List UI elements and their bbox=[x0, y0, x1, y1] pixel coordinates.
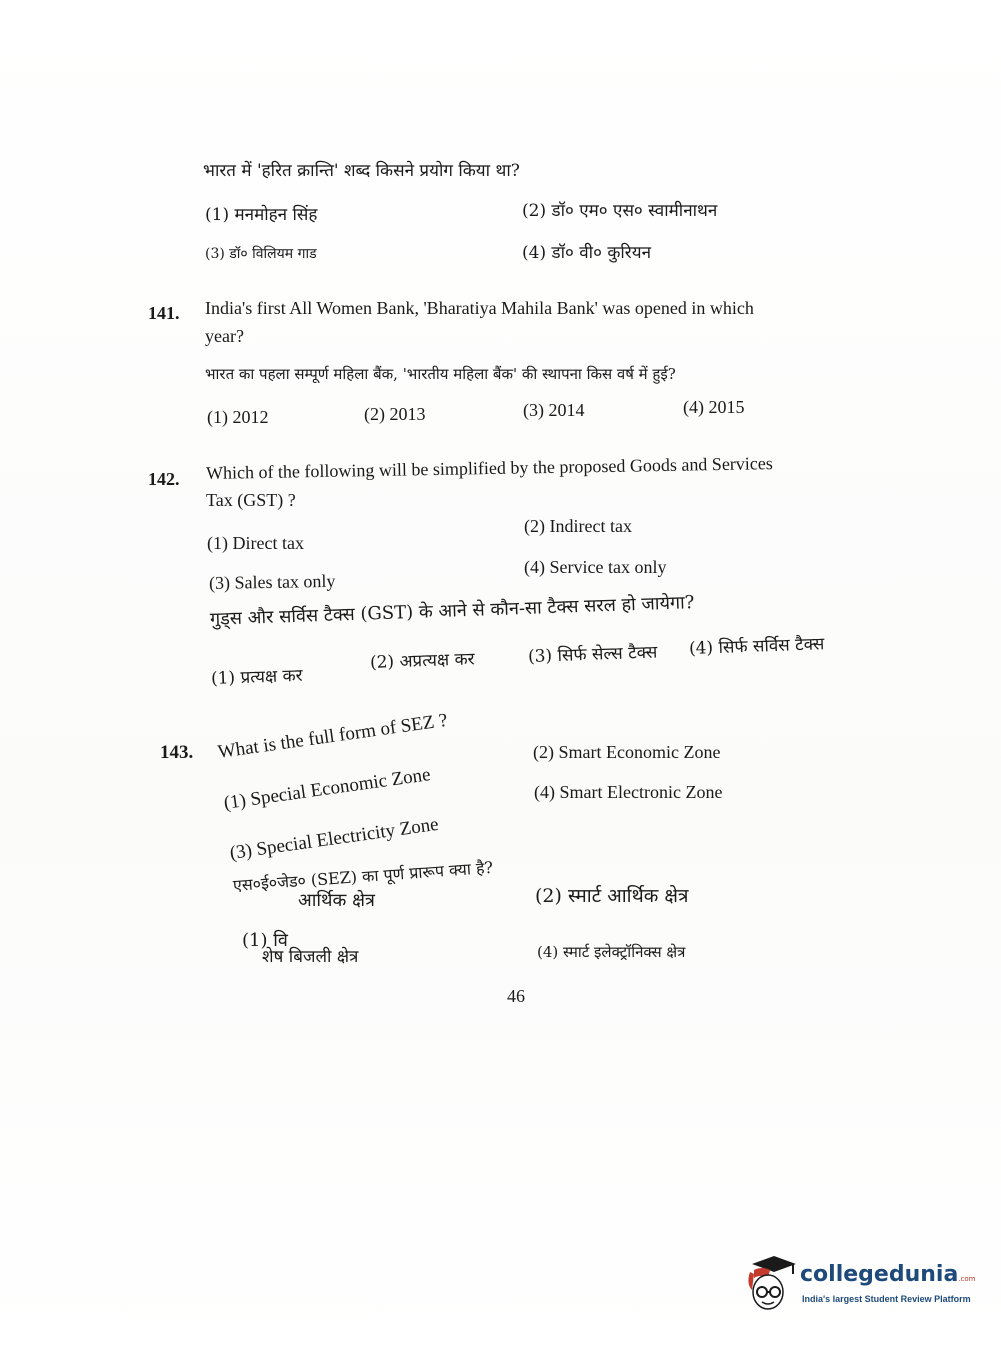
q143-option-2: (2) Smart Economic Zone bbox=[533, 742, 721, 762]
q142-option-1: (1) Direct tax bbox=[207, 533, 304, 553]
page-number: 46 bbox=[507, 986, 525, 1006]
q142-option-4-hi: (4) सिर्फ सर्विस टैक्स bbox=[688, 634, 825, 659]
q140-option-1: (1) मनमोहन सिंह bbox=[205, 205, 318, 225]
q142-option-3: (3) Sales tax only bbox=[208, 570, 336, 593]
q143-option-1-hi-prefix: (1) वि bbox=[242, 930, 288, 951]
q142-option-3-hi: (3) सिर्फ सेल्स टैक्स bbox=[527, 642, 658, 667]
logo-suffix: .com bbox=[958, 1275, 976, 1283]
collegedunia-logo bbox=[742, 1250, 974, 1320]
q143-option-3: (3) Special Electricity Zone bbox=[228, 813, 440, 864]
q143-option-4: (4) Smart Electronic Zone bbox=[534, 782, 723, 802]
q143-option-1: (1) Special Economic Zone bbox=[222, 764, 432, 814]
q141-question-en-line2: year? bbox=[205, 326, 244, 346]
q141-number: 141. bbox=[148, 303, 180, 323]
logo-tagline: India's largest Student Review Platform bbox=[802, 1294, 971, 1304]
q143-option-4-hi: (4) स्मार्ट इलेक्ट्रॉनिक्स क्षेत्र bbox=[537, 943, 686, 961]
q140-option-3: (3) डॉ० विलियम गाड bbox=[205, 246, 317, 262]
q142-option-4: (4) Service tax only bbox=[524, 557, 667, 577]
q143-question-hi: एस०ई०जेड० (SEZ) का पूर्ण प्रारूप क्या है? bbox=[232, 857, 494, 895]
q143-option-1-hi: आर्थिक क्षेत्र bbox=[298, 890, 375, 911]
q141-option-1: (1) 2012 bbox=[207, 407, 269, 427]
q142-option-2: (2) Indirect tax bbox=[524, 516, 632, 536]
q142-question-en-line1: Which of the following will be simplified by the proposed Goods and Services bbox=[205, 453, 773, 483]
q142-number: 142. bbox=[148, 469, 180, 489]
student-mascot-icon bbox=[742, 1252, 798, 1314]
q141-question-hi: भारत का पहला सम्पूर्ण महिला बैंक, 'भारतीय महिला बैंक' की स्थापना किस वर्ष में हुई? bbox=[205, 365, 676, 383]
q140-option-4: (4) डॉ० वी० कुरियन bbox=[522, 243, 652, 263]
q143-option-3-hi: शेष बिजली क्षेत्र bbox=[262, 947, 359, 967]
q141-option-3: (3) 2014 bbox=[523, 400, 585, 420]
q140-option-2: (2) डॉ० एम० एस० स्वामीनाथन bbox=[522, 201, 718, 221]
q141-option-2: (2) 2013 bbox=[364, 404, 426, 424]
q143-number: 143. bbox=[160, 742, 194, 763]
q142-question-hi: गुड्स और सर्विस टैक्स (GST) के आने से कौन-सा टैक्स सरल हो जायेगा? bbox=[209, 592, 695, 630]
logo-name: collegedunia bbox=[800, 1262, 959, 1287]
q142-question-en-line2: Tax (GST) ? bbox=[206, 490, 296, 510]
q140-question-hi: भारत में 'हरित क्रान्ति' शब्द किसने प्रयोग किया था? bbox=[203, 161, 520, 181]
q142-option-2-hi: (2) अप्रत्यक्ष कर bbox=[369, 649, 475, 673]
q143-question-en: What is the full form of SEZ ? bbox=[216, 709, 449, 763]
q141-option-4: (4) 2015 bbox=[683, 397, 745, 417]
logo-wordmark bbox=[800, 1262, 975, 1287]
q143-option-2-hi: (2) स्मार्ट आर्थिक क्षेत्र bbox=[535, 885, 689, 907]
q142-option-1-hi: (1) प्रत्यक्ष कर bbox=[210, 665, 303, 689]
q141-question-en-line1: India's first All Women Bank, 'Bharatiya Mahila Bank' was opened in which bbox=[205, 298, 754, 318]
